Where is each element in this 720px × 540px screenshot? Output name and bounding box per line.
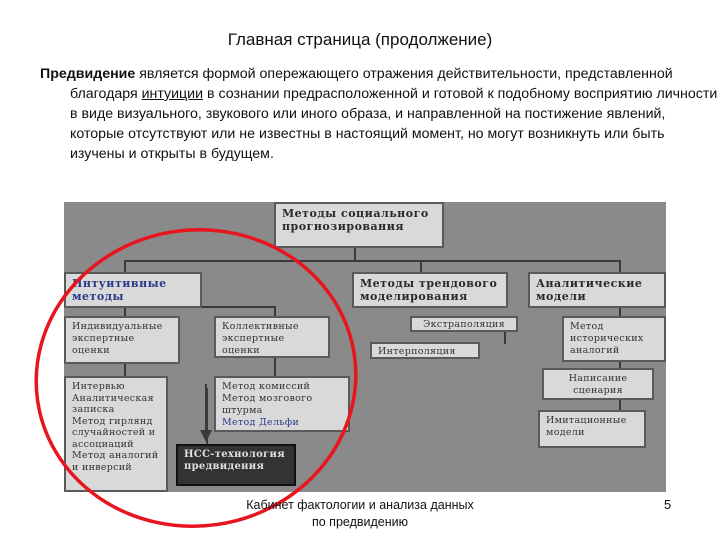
extrapolation-box: Экстраполяция bbox=[410, 316, 518, 332]
footer-text: Кабинет фактологии и анализа данных по предвидению bbox=[246, 498, 474, 529]
slide-title: Главная страница (продолжение) bbox=[227, 30, 493, 49]
definition-text-2: в сознании предрасположенной и готовой к подобному восприятию личности в виде визуального, звукового или иного образа, и направленной на постижение явлений, которые отсутствуют или не известны в настоящий момент, но могут возникнуть или быть изучены и открыты в будущем. bbox=[70, 86, 718, 162]
individual-assessments-box: Индивидуальные экспертные оценки bbox=[64, 316, 180, 364]
individual-methods-list: Интервью Аналитическая записка Метод гирлянд случайностей и ассоциаций Метод аналогий и инверсий bbox=[64, 376, 168, 492]
imitation-models-box: Имитационные модели bbox=[538, 410, 646, 448]
delphi-method: Метод Дельфи bbox=[222, 417, 300, 428]
collective-methods-1: Метод комиссий Метод мозгового штурма bbox=[222, 381, 313, 416]
root-methods-box: Методы социального прогнозирования bbox=[274, 202, 444, 248]
historical-analogies-box: Метод исторических аналогий bbox=[562, 316, 666, 362]
intuitive-methods-box: Интуитивные методы bbox=[64, 272, 202, 308]
scenario-box: Написание сценария bbox=[542, 368, 654, 400]
collective-assessments-box: Коллективные экспертные оценки bbox=[214, 316, 330, 358]
trend-methods-box: Методы трендового моделирования bbox=[352, 272, 508, 308]
analytic-models-box: Аналитические модели bbox=[528, 272, 666, 308]
definition-underlined-word: интуиции bbox=[141, 86, 204, 102]
definition-term: Предвидение bbox=[40, 66, 136, 82]
nss-technology-box: НСС-технология предвидения bbox=[176, 444, 296, 486]
interpolation-box: Интерполяция bbox=[370, 342, 480, 359]
definition-text-1: является формой опережающего отражения действительности, представленной благодаря bbox=[70, 66, 673, 102]
page-number: 5 bbox=[664, 497, 672, 512]
